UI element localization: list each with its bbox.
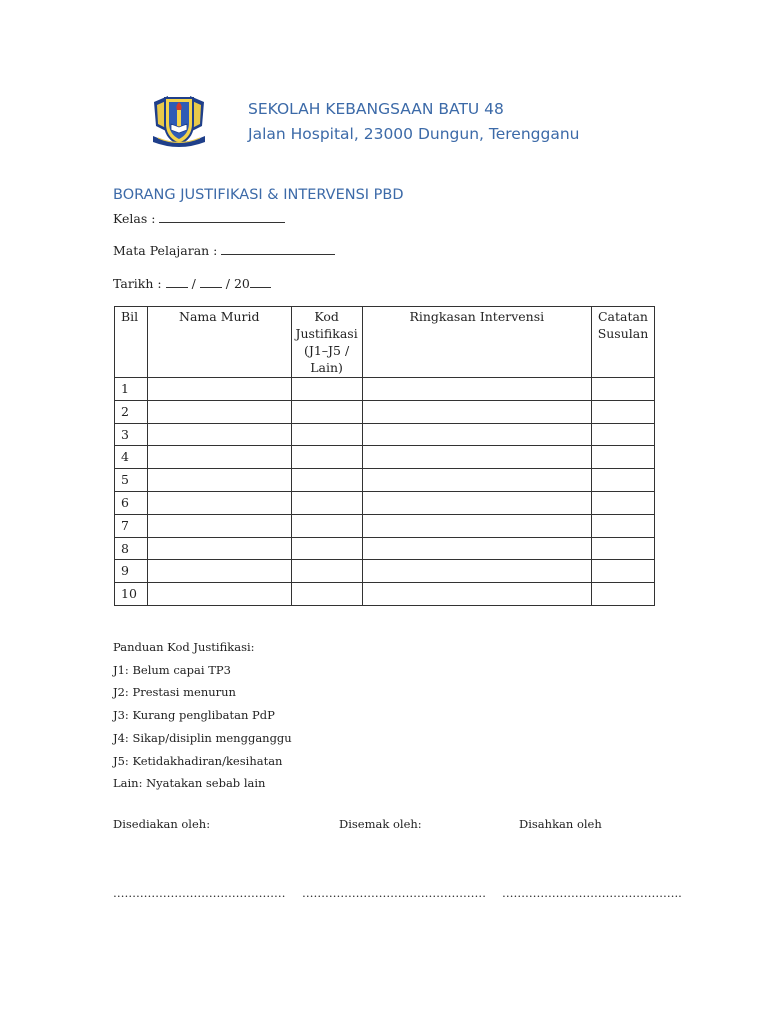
kod-cell[interactable]	[291, 514, 362, 537]
signature-line-disahkan[interactable]: ………………………………………..	[502, 886, 682, 900]
kod-cell[interactable]	[291, 560, 362, 583]
tarikh-separator-2: / 20	[225, 276, 250, 291]
table-row	[115, 514, 655, 537]
ringkasan-cell[interactable]	[362, 469, 591, 492]
kod-cell[interactable]	[291, 469, 362, 492]
table-row	[115, 491, 655, 514]
row-number: 9	[115, 560, 148, 583]
nama-cell[interactable]	[147, 491, 291, 514]
ringkasan-cell[interactable]	[362, 514, 591, 537]
tarikh-separator-1: /	[191, 276, 196, 291]
table-row	[115, 378, 655, 401]
table-row	[115, 583, 655, 606]
guide-item: J3: Kurang penglibatan PdP	[113, 708, 275, 723]
signature-line-disediakan[interactable]: ………………………………………	[113, 886, 286, 900]
tarikh-label: Tarikh :	[113, 276, 162, 291]
catatan-cell[interactable]	[591, 560, 654, 583]
ringkasan-cell[interactable]	[362, 583, 591, 606]
nama-cell[interactable]	[147, 446, 291, 469]
kod-cell[interactable]	[291, 491, 362, 514]
header-kod-justifikasi: Kod Justifikasi (J1–J5 / Lain)	[291, 307, 362, 378]
nama-cell[interactable]	[147, 560, 291, 583]
kelas-field	[113, 211, 285, 226]
ringkasan-cell[interactable]	[362, 400, 591, 423]
nama-cell[interactable]	[147, 514, 291, 537]
row-number: 10	[115, 583, 148, 606]
table-row	[115, 446, 655, 469]
ringkasan-cell[interactable]	[362, 423, 591, 446]
nama-cell[interactable]	[147, 537, 291, 560]
row-number: 3	[115, 423, 148, 446]
catatan-cell[interactable]	[591, 423, 654, 446]
signature-line-disemak[interactable]: …………………………………………	[302, 886, 486, 900]
kod-cell[interactable]	[291, 378, 362, 401]
intervention-table	[114, 306, 655, 606]
table-row	[115, 469, 655, 492]
row-number: 5	[115, 469, 148, 492]
ringkasan-cell[interactable]	[362, 378, 591, 401]
row-number: 2	[115, 400, 148, 423]
mata-pelajaran-label: Mata Pelajaran :	[113, 243, 218, 258]
signature-label-disediakan: Disediakan oleh:	[113, 817, 211, 831]
catatan-cell[interactable]	[591, 583, 654, 606]
guide-item: J5: Ketidakhadiran/kesihatan	[113, 753, 283, 768]
tarikh-year-blank[interactable]	[250, 276, 271, 288]
row-number: 7	[115, 514, 148, 537]
mata-pelajaran-blank-line[interactable]	[221, 243, 335, 255]
row-number: 6	[115, 491, 148, 514]
signature-label-disemak: Disemak oleh:	[339, 817, 422, 831]
ringkasan-cell[interactable]	[362, 537, 591, 560]
guide-title: Panduan Kod Justifikasi:	[113, 640, 255, 654]
guide-item: Lain: Nyatakan sebab lain	[113, 776, 266, 791]
guide-item: J4: Sikap/disiplin mengganggu	[113, 730, 292, 745]
signature-label-disahkan: Disahkan oleh	[519, 817, 602, 831]
tarikh-day-blank[interactable]	[166, 276, 188, 288]
school-name: SEKOLAH KEBANGSAAN BATU 48	[248, 100, 504, 118]
kelas-label: Kelas :	[113, 211, 156, 226]
table-body	[115, 378, 655, 606]
kod-cell[interactable]	[291, 537, 362, 560]
kod-cell[interactable]	[291, 583, 362, 606]
header-bil: Bil	[115, 307, 148, 378]
nama-cell[interactable]	[147, 400, 291, 423]
table-row	[115, 423, 655, 446]
school-crest-logo	[150, 92, 208, 150]
kod-cell[interactable]	[291, 400, 362, 423]
tarikh-month-blank[interactable]	[200, 276, 222, 288]
table-row	[115, 400, 655, 423]
nama-cell[interactable]	[147, 378, 291, 401]
header-nama-murid: Nama Murid	[147, 307, 291, 378]
ringkasan-cell[interactable]	[362, 491, 591, 514]
row-number: 8	[115, 537, 148, 560]
form-title: BORANG JUSTIFIKASI & INTERVENSI PBD	[113, 187, 404, 203]
ringkasan-cell[interactable]	[362, 446, 591, 469]
catatan-cell[interactable]	[591, 378, 654, 401]
ringkasan-cell[interactable]	[362, 560, 591, 583]
guide-item: J2: Prestasi menurun	[113, 685, 236, 700]
catatan-cell[interactable]	[591, 537, 654, 560]
justification-code-guide	[113, 636, 292, 795]
catatan-cell[interactable]	[591, 446, 654, 469]
row-number: 1	[115, 378, 148, 401]
kod-cell[interactable]	[291, 423, 362, 446]
nama-cell[interactable]	[147, 469, 291, 492]
guide-item: J1: Belum capai TP3	[113, 662, 231, 677]
catatan-cell[interactable]	[591, 491, 654, 514]
nama-cell[interactable]	[147, 423, 291, 446]
table-header-row	[115, 307, 655, 378]
catatan-cell[interactable]	[591, 400, 654, 423]
table-row	[115, 537, 655, 560]
catatan-cell[interactable]	[591, 514, 654, 537]
catatan-cell[interactable]	[591, 469, 654, 492]
school-address: Jalan Hospital, 23000 Dungun, Terengganu	[248, 125, 580, 143]
mata-pelajaran-field	[113, 243, 335, 258]
kelas-blank-line[interactable]	[159, 211, 285, 223]
kod-cell[interactable]	[291, 446, 362, 469]
table-row	[115, 560, 655, 583]
row-number: 4	[115, 446, 148, 469]
header-ringkasan-intervensi: Ringkasan Intervensi	[362, 307, 591, 378]
nama-cell[interactable]	[147, 583, 291, 606]
tarikh-field	[113, 276, 271, 291]
header-catatan-susulan: Catatan Susulan	[591, 307, 654, 378]
